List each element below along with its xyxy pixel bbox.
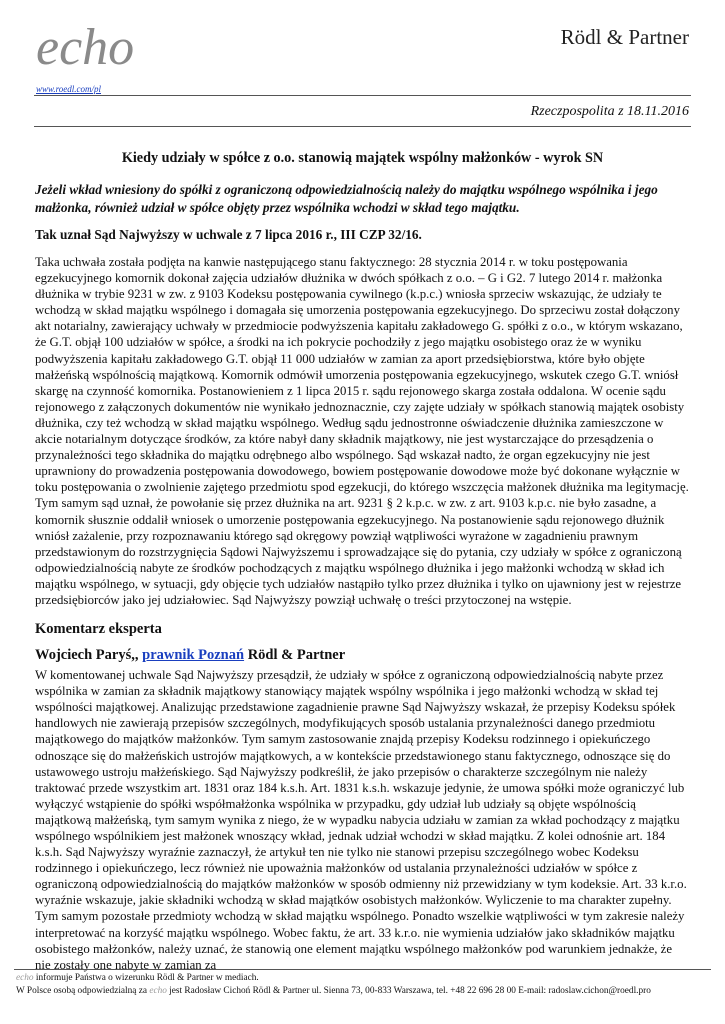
footer-line-2: [16, 985, 651, 998]
header-divider: [34, 95, 691, 96]
footer-line-1-text: informuje Państwa o wizerunku Rödl & Partner w mediach.: [33, 973, 259, 983]
author-firm: Rödl & Partner: [244, 647, 346, 664]
article-content: [35, 150, 690, 973]
article-lead: Jeżeli wkład wniesiony do spółki z ograniczoną odpowiedzialnością należy do majątku wspólnego wspólnika i jego małżonka, również udział w spółce objęty przez wspólnika wchodzi w skład tego majątku.: [35, 182, 658, 215]
page-footer: [16, 972, 651, 998]
footer-line-1: [16, 972, 651, 985]
comment-author: [35, 647, 690, 664]
roedl-url-link[interactable]: www.roedl.com/pl: [36, 84, 101, 94]
footer-contact: jest Radosław Cichoń Rödl & Partner ul. Sienna 73, 00-833 Warszawa, tel. +48 22 696 28 00 E-mail: radoslaw.cichon@roedl.pro: [166, 986, 651, 996]
article-title: Kiedy udziały w spółce z o.o. stanowią majątek wspólny małżonków - wyrok SN: [121, 150, 604, 166]
court-ruling: Tak uznał Sąd Najwyższy w uchwale z 7 lipca 2016 r., III CZP 32/16.: [35, 227, 422, 242]
comment-body: W komentowanej uchwale Sąd Najwyższy przesądził, że udziały w spółce z ograniczoną odpowiedzialnością nabyte przez wspólnika w zamian za składnik majątkowy stanowiący majątek wspólny wspólnika i jego małżonki wchodzą w skład tej wspólności majątkowej. Analizując przedstawione zagadnienie prawne Sąd Najwyższy wskazał, że przepisy Kodeksu spółek handlowych nie zawierają przepisów szczególnych, modyfikujących sposób ustalania przynależności danego przedmiotu majątkowego do majątków małżonków. Tym samym zastosowanie znajdą przepisy Kodeksu rodzinnego i opiekuńczego odnoszące się do małżeńskich ustrojów majątkowych, a w kontekście przedstawionego stanu faktycznego, odnoszące się do ustawowego ustroju małżeńskiego. Sąd Najwyższy podkreślił, że jako przepisów o charakterze szczególnym nie należy traktować przede wszystkim art. 1831 oraz 184 k.s.h. Art. 1831 k.s.h. wskazuje jedynie, że umowa spółki może ograniczyć lub wyłączyć wstąpienie do spółki współmałżonka wspólnika w przypadku, gdy udział lub udziały są objęte wspólnością majątkową małżeńską, tym samym wynika z niego, że w wypadku nabycia udziału w zamian za wkład pochodzący z majątku wspólnego wspólnikiem jest małżonek wnoszący wkład, jednak udział wchodzi w skład majątku. Z kolei odnośnie art. 184 k.s.h. Sąd Najwyższy wyraźnie zaznaczył, że artykuł ten nie tylko nie stanowi przepisu szczególnego wobec Kodeksu rodzinnego i opiekuńczego, lecz również nie upoważnia małżonków od ustalania przynależności udziałów w spółce z ograniczoną odpowiedzialnością do majątków małżonków w sposób odmienny niż przewidziany w tym kodeksie. Art. 33 k.r.o. wyraźnie wskazuje, jakie składniki wchodzą w skład majątków osobistych małżonków. Wyliczenie to ma charakter zupełny. Tym samym pozostałe przedmioty wchodzą w skład majątku wspólnego. Ponadto wszelkie wątpliwości w tym zakresie należy interpretować na korzyść majątku wspólnego. Wobec faktu, że art. 33 k.r.o. nie wymienia udziałów jako składników majątku osobistego małżonków, należy uznać, że stanowią one element majątku wspólnego małżonków pod warunkiem jednakże, że nie zostały one nabyte w zamian za: [35, 668, 687, 972]
comment-heading: Komentarz eksperta: [35, 621, 162, 638]
header-divider-lower: [34, 126, 691, 127]
author-name: Wojciech Paryś,,: [35, 647, 143, 664]
footer-echo-logo-2: echo: [149, 986, 167, 996]
author-title-link[interactable]: prawnik Poznań: [142, 647, 245, 664]
echo-logo: echo: [36, 19, 135, 76]
source-publication: Rzeczpospolita z 18.11.2016: [530, 104, 689, 119]
footer-echo-logo: echo: [16, 973, 34, 983]
footer-divider: [14, 969, 711, 970]
brand-name: Rödl & Partner: [560, 25, 689, 49]
article-body: Taka uchwała została podjęta na kanwie następującego stanu faktycznego: 28 stycznia 2014 r. w toku postępowania egzekucyjnego komornik dokonał zajęcia udziałów dłużnika w dwóch spółkach z o.o. – G i G2. 7 lutego 2014 r. małżonka dłużnika w trybie 9231 w zw. z 9103 Kodeksu postępowania cywilnego (k.p.c.) wniosła sprzeciw wskazując, że udziały te wchodzą w skład majątku wspólnego i domagała się umorzenia postępowania egzekucyjnego. Do sprzeciwu został dołączony akt notarialny, zawierający uchwały w przedmiocie podwyższenia kapitału zakładowego G. spółki z o.o., w którym wskazano, że G.T. objął 100 udziałów w spółce, a środki na ich pokrycie pochodziły z jego majątku osobistego oraz że w wyniku podwyższenia kapitału zakładowego G.T. objął 11 000 udziałów w zamian za aport przedsiębiorstwa, które było objęte małżeńską wspólnością majątkową. Komornik odmówił umorzenia postępowania egzekucyjnego, wskutek czego G.T. wniósł skargę na czynność komornika. Postanowieniem z 1 lipca 2015 r. sądu rejonowego skarga została oddalona. W ocenie sądu rejonowego z załączonych dokumentów nie wynikało jednoznacznie, czy zajęte udziały w spółkach stanowią majątek osobisty dłużnika, czy też wchodzą w skład majątku wspólnego. Według sądu jednostronne oświadczenie dłużnika zamieszczone w akcie notarialnym dotyczące środków, za które nabył dany składnik majątkowy, nie jest wystarczające do przesądzenia o przynależności tego składnika do majątku odrębnego albo wspólnego. Sąd wskazał nadto, że organ egzekucyjny nie jest uprawniony do prowadzenia postępowania dowodowego, bowiem postępowanie dowodowe może być dokonane wyłącznie w toku postępowania o zwolnienie zajętego przedmiotu spod egzekucji, do którego wszczęcia małżonek dłużnika ma legitymację. Tym samym sąd uznał, że powołanie się przez dłużnika na art. 9231 § 2 k.p.c. w zw. z art. 9103 k.p.c. nie było zasadne, a komornik słusznie oddalił wniosek o umorzenie postępowania egzekucyjnego. Na postanowienie sądu rejonowego dłużnik wniósł zażalenie, przy rozpoznawaniu którego sąd okręgowy powziął wątpliwości wyrażone w zagadnieniu prawnym przedstawionym do rozstrzygnięcia Sądowi Najwyższemu i sprowadzające się do pytania, czy udziały w spółce z ograniczoną odpowiedzialnością nabyte ze środków pochodzących z majątku wspólnego dłużnika i jego małżonki wchodzą w skład ich majątku wspólnego, w sytuacji, gdy objęcie tych udziałów nastąpiło tylko przez dłużnika i tylko on ujawniony jest w rejestrze przedsiębiorców jako jej udziałowiec. Sąd Najwyższy powziął uchwałę o treści przytoczonej na wstępie.: [35, 255, 689, 607]
footer-line-2-start: W Polsce osobą odpowiedzialną za: [16, 986, 150, 996]
